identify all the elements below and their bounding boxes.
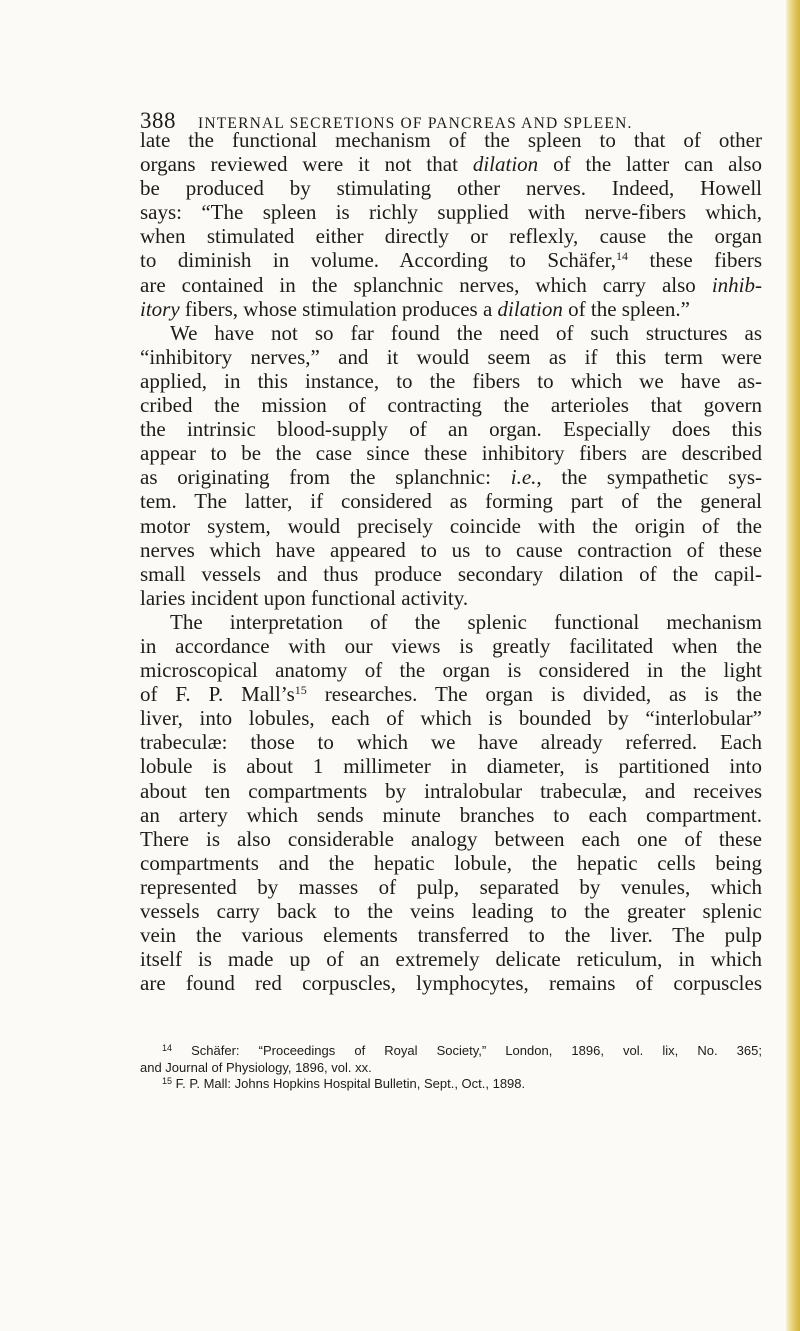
footnote-text: and Journal of Physiology, 1896, vol. xx. [140,1059,372,1075]
text-line: late the functional mechanism of the spleen to that of other [140,128,762,152]
text-segment: these fibers [627,248,762,273]
page-number: 388 [140,108,176,133]
footnote-text: F. P. Mall: Johns Hopkins Hospital Bulletin, Sept., Oct., 1898. [175,1076,526,1091]
text-segment: fibers, whose stimulation produces a [179,296,498,321]
italic-text: dilation [497,296,563,321]
text-line: cribed the mission of contracting the arterioles that govern [140,393,762,418]
text-line [140,682,762,706]
text-line: compartments and the hepatic lobule, the hepatic cells being [140,850,762,875]
text-line: be produced by stimulating other nerves. Indeed, Howell [140,176,762,201]
text-line [140,465,762,489]
text-segment: to diminish in volume. According to Schäfer, [140,248,616,273]
text-segment: as originating from the splanchnic: [140,465,511,490]
text-line: itself is made up of an extremely delicate reticulum, in which [140,947,762,972]
text-line [140,248,762,272]
text-line: lobule is about 1 millimeter in diameter, is partitioned into [140,754,762,779]
text-line: an artery which sends minute branches to each compartment. [140,802,762,827]
text-line: in accordance with our views is greatly facilitated when the [140,633,762,658]
footnote-ref: 14 [615,249,628,264]
text-segment: researches. The organ is divided, as is the [306,682,762,707]
text-line: We have not so far found the need of such structures as [170,320,762,345]
footnote-ref: 15 [294,683,307,698]
text-line: when stimulated either directly or reflexly, cause the organ [140,224,762,249]
footnote-mark: 15 [162,1076,173,1086]
footnote-text: Schäfer: “Proceedings of Royal Society,” London, 1896, vol. lix, No. 365; [191,1043,762,1058]
text-line: nerves which have appeared to us to cause contraction of these [140,537,762,562]
text-segment: are contained in the splanchnic nerves, which carry also [140,272,712,297]
text-line: “inhibitory nerves,” and it would seem as if this term were [140,344,762,369]
text-line: are found red corpuscles, lymphocytes, remains of corpuscles [140,971,762,996]
text-line: represented by masses of pulp, separated by venules, which [140,874,762,899]
text-line: appear to be the case since these inhibitory fibers are described [140,441,762,466]
text-line: liver, into lobules, each of which is bounded by “interlobular” [140,706,762,731]
italic-text: itory [140,296,180,321]
italic-text: dilation [472,152,539,177]
text-line: the intrinsic blood-supply of an organ. Especially does this [140,417,762,442]
italic-text: i.e. [510,465,537,490]
text-line: says: “The spleen is richly supplied with nerve-fibers which, [140,200,762,225]
footnote-line [140,1043,762,1060]
text-line: There is also considerable analogy between each one of these [140,826,762,851]
footnote-line [140,1060,762,1077]
text-line: microscopical anatomy of the organ is considered in the light [140,658,762,683]
text-line: applied, in this instance, to the fibers to which we have as- [140,368,762,393]
text-line [140,152,762,176]
text-line: trabeculæ: those to which we have already referred. Each [140,730,762,755]
footnote-line [140,1076,762,1093]
text-line: vessels carry back to the veins leading to the greater splenic [140,899,762,923]
text-line: laries incident upon functional activity. [140,585,469,610]
text-line: The interpretation of the splenic functional mechanism [170,609,762,634]
running-head: INTERNAL SECRETIONS OF PANCREAS AND SPLEEN. [198,115,633,132]
body-text [140,128,762,995]
text-line [140,273,762,297]
text-line: about ten compartments by intralobular trabeculæ, and receives [140,778,762,803]
text-line: small vessels and thus produce secondary dilation of the capil- [140,561,762,586]
page-edge [786,0,800,1331]
text-line: vein the various elements transferred to the liver. The pulp [140,923,762,948]
footnotes [140,1043,762,1093]
footnote-mark: 14 [162,1043,173,1053]
text-line: motor system, would precisely coincide with the origin of the [140,513,762,538]
text-segment: , the sympathetic sys- [536,465,762,490]
text-segment: of the spleen.” [562,296,690,321]
text-line: tem. The latter, if considered as forming part of the general [140,489,762,514]
text-segment: of the latter can also [538,152,762,177]
text-segment: organs reviewed were it not that [140,152,473,177]
italic-text: inhib- [711,272,762,297]
text-line [140,297,762,321]
text-segment: of F. P. Mall’s [140,682,295,707]
